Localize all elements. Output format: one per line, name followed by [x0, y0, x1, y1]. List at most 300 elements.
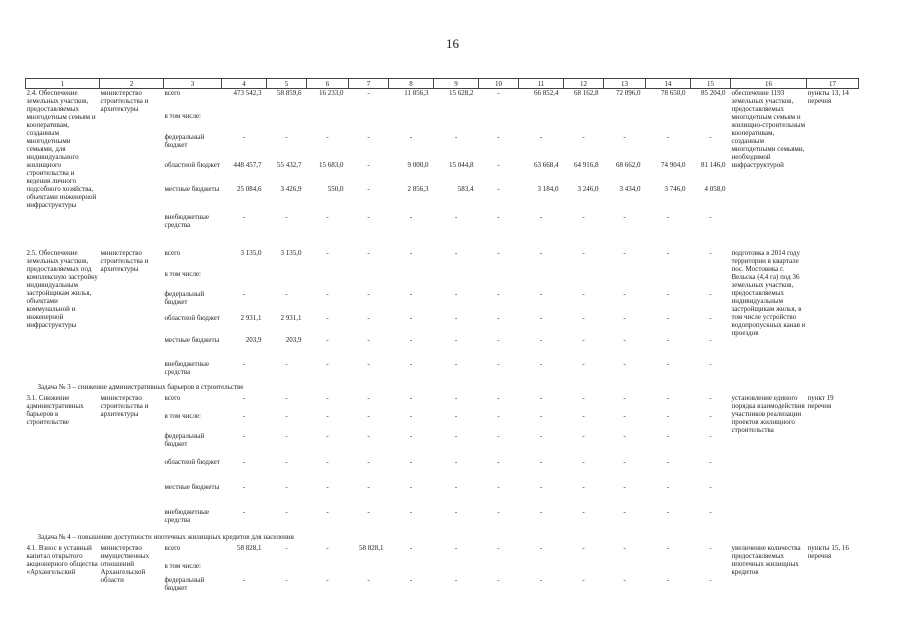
value-cell — [267, 112, 307, 133]
value-cell: - — [367, 160, 370, 169]
value-cell — [307, 562, 349, 576]
value-cell: - — [409, 431, 413, 440]
value-cell: - — [285, 575, 288, 584]
value-cell: - — [623, 359, 626, 368]
value-cell: - — [497, 248, 500, 257]
value-cell: - — [326, 507, 329, 516]
value-cell — [349, 270, 389, 290]
value-cell: - — [582, 313, 585, 322]
program-table — [25, 78, 859, 600]
value-cell: 2 931,1 — [240, 313, 262, 322]
value-cell: - — [285, 212, 288, 221]
reference: пункт 19 перечня — [807, 393, 834, 410]
value-cell — [519, 270, 564, 290]
column-number: 1 — [26, 79, 100, 89]
executor: министерство строительства и архитектуры — [100, 248, 149, 273]
value-cell — [604, 270, 646, 290]
value-cell: - — [666, 393, 670, 402]
value-cell — [646, 112, 691, 133]
executor: министерство строительства и архитектуры — [100, 89, 149, 113]
value-cell: 3 184,0 — [537, 184, 559, 193]
value-cell: - — [539, 457, 543, 466]
value-cell: - — [497, 575, 500, 584]
value-cell: - — [409, 482, 413, 491]
column-number: 10 — [479, 79, 519, 89]
value-cell: - — [497, 89, 500, 97]
value-cell: - — [582, 431, 585, 440]
activity-name: 4.1. Взнос в уставный капитал открытого акционерного общества «Архангельский — [26, 543, 98, 576]
value-cell: - — [539, 132, 543, 141]
value-cell: - — [709, 411, 712, 420]
value-cell: - — [454, 393, 458, 402]
value-cell: - — [623, 507, 626, 516]
value-cell: - — [326, 575, 329, 584]
value-cell: - — [326, 313, 329, 322]
funding-source: федеральный бюджет — [164, 575, 205, 592]
table-row — [26, 544, 859, 562]
value-cell: - — [409, 543, 413, 552]
value-cell: - — [539, 507, 543, 516]
funding-source: областной бюджет — [164, 160, 220, 169]
value-cell: - — [709, 248, 712, 257]
task-row — [26, 530, 859, 544]
value-cell: - — [666, 313, 670, 322]
value-cell: - — [367, 335, 370, 344]
value-cell: - — [497, 132, 500, 141]
value-cell — [389, 112, 434, 133]
column-number: 15 — [691, 79, 731, 89]
value-cell — [691, 112, 731, 133]
value-cell: - — [326, 132, 329, 141]
activity-name: 2.4. Обеспечение земельных участков, предоставляемых многодетным семьям и кооперативам, созданным многодетными семьями, для индивидуального жилищного строительства и ведения личного подсобного хозяйства, объектами инженерной инфраструктуры — [26, 89, 97, 209]
column-number: 6 — [307, 79, 349, 89]
value-cell: - — [326, 457, 329, 466]
funding-source: в том числе: — [164, 269, 201, 278]
expected-result: обеспечение 1193 земельных участков, предоставляемых многодетным семьям и жилищно-строительным кооперативам, созданным многодетными семьями, необходимой инфраструктурой — [731, 89, 806, 169]
value-cell: - — [285, 411, 288, 420]
value-cell: - — [623, 289, 626, 298]
column-number: 16 — [731, 79, 807, 89]
activity-name: 2.5. Обеспечение земельных участков, предоставляемых под комплексную застройку индивидуальным застройщикам жилья, объектами коммунальной и инженерной инфраструктуры — [26, 248, 98, 329]
reference: пункты 13, 14 перечня — [807, 89, 849, 105]
reference — [807, 249, 859, 380]
value-cell: - — [623, 482, 626, 491]
value-cell — [604, 112, 646, 133]
value-cell: - — [709, 431, 712, 440]
value-cell: - — [666, 289, 670, 298]
funding-source: местные бюджеты — [164, 335, 220, 344]
value-cell — [519, 112, 564, 133]
value-cell: - — [409, 411, 413, 420]
value-cell: - — [409, 457, 413, 466]
column-number: 4 — [222, 79, 267, 89]
value-cell: - — [242, 132, 246, 141]
value-cell: - — [409, 289, 413, 298]
value-cell: - — [454, 248, 458, 257]
value-cell: - — [367, 89, 370, 97]
funding-source: местные бюджеты — [164, 184, 220, 193]
value-cell: - — [242, 507, 246, 516]
value-cell: - — [285, 132, 288, 141]
value-cell: - — [623, 393, 626, 402]
value-cell: - — [454, 575, 458, 584]
value-cell: - — [497, 482, 500, 491]
value-cell: - — [454, 212, 458, 221]
value-cell: - — [709, 457, 712, 466]
value-cell — [519, 562, 564, 576]
value-cell: - — [709, 543, 712, 552]
funding-source: местные бюджеты — [164, 482, 220, 491]
value-cell: - — [539, 575, 543, 584]
table-row — [26, 394, 859, 412]
value-cell: - — [539, 431, 543, 440]
funding-source: внебюджетные средства — [164, 359, 210, 376]
column-number: 11 — [519, 79, 564, 89]
value-cell: - — [539, 482, 543, 491]
value-cell: 78 650,0 — [661, 89, 686, 97]
page-number: 16 — [446, 36, 459, 51]
value-cell — [389, 562, 434, 576]
reference: пункты 15, 16 перечня — [807, 543, 849, 560]
value-cell: - — [709, 393, 712, 402]
column-number: 12 — [564, 79, 604, 89]
value-cell: - — [666, 132, 670, 141]
value-cell: - — [582, 289, 585, 298]
value-cell: - — [367, 313, 370, 322]
value-cell: 550,0 — [327, 184, 344, 193]
funding-source: всего — [164, 543, 181, 552]
value-cell: 3 434,0 — [619, 184, 641, 193]
value-cell: - — [709, 482, 712, 491]
task-row — [26, 380, 859, 394]
column-number-row — [26, 79, 859, 89]
value-cell: - — [497, 212, 500, 221]
value-cell: 58 859,6 — [277, 89, 302, 97]
table-row — [26, 249, 859, 270]
value-cell: 58 828,1 — [359, 543, 384, 552]
expected-result: подготовка в 2014 году территории в квартале пос. Мостовика г. Вельска (4,4 га) под 36 земельных участков, предоставляемых индивидуальным застройщикам жилья, в том числе устройство водопропускных канав и проездов — [731, 248, 806, 337]
value-cell: - — [709, 359, 712, 368]
value-cell: - — [367, 248, 370, 257]
column-number: 13 — [604, 79, 646, 89]
value-cell: - — [709, 132, 712, 141]
value-cell: - — [367, 393, 370, 402]
value-cell: - — [326, 543, 329, 552]
value-cell: - — [497, 313, 500, 322]
value-cell: - — [326, 482, 329, 491]
value-cell — [479, 270, 519, 290]
value-cell: 203,9 — [245, 335, 262, 344]
value-cell: - — [454, 359, 458, 368]
value-cell: - — [326, 393, 329, 402]
value-cell: - — [326, 335, 329, 344]
value-cell — [691, 562, 731, 576]
value-cell: 85 204,0 — [701, 89, 726, 97]
value-cell: - — [367, 289, 370, 298]
value-cell: 2 931,1 — [280, 313, 302, 322]
value-cell — [307, 270, 349, 290]
value-cell: - — [623, 212, 626, 221]
value-cell: - — [409, 575, 413, 584]
value-cell: - — [582, 411, 585, 420]
value-cell — [349, 112, 389, 133]
value-cell: - — [326, 359, 329, 368]
value-cell: - — [497, 411, 500, 420]
value-cell: - — [666, 543, 670, 552]
value-cell — [479, 562, 519, 576]
value-cell: - — [454, 335, 458, 344]
value-cell: - — [409, 359, 413, 368]
value-cell: 66 852,4 — [534, 89, 559, 97]
value-cell: - — [409, 248, 413, 257]
column-number: 5 — [267, 79, 307, 89]
value-cell: - — [497, 289, 500, 298]
value-cell: - — [242, 457, 246, 466]
value-cell: - — [709, 212, 712, 221]
value-cell: - — [582, 482, 585, 491]
value-cell: - — [454, 431, 458, 440]
value-cell: - — [367, 431, 370, 440]
value-cell — [222, 112, 267, 133]
funding-source: всего — [164, 393, 181, 402]
funding-source: всего — [164, 89, 181, 97]
value-cell: - — [242, 212, 246, 221]
value-cell: - — [497, 335, 500, 344]
value-cell: - — [666, 335, 670, 344]
task-title: Задача № 4 – повышение доступности ипотечных жилищных кредитов для населения — [37, 532, 294, 541]
value-cell: - — [285, 482, 288, 491]
value-cell: - — [623, 431, 626, 440]
funding-source: в том числе: — [164, 411, 201, 420]
value-cell — [434, 270, 479, 290]
value-cell: - — [623, 335, 626, 344]
value-cell: - — [539, 411, 543, 420]
value-cell: 58 828,1 — [237, 543, 262, 552]
funding-source: областной бюджет — [164, 457, 220, 466]
value-cell: - — [666, 507, 670, 516]
value-cell: - — [709, 313, 712, 322]
funding-source: федеральный бюджет — [164, 431, 205, 448]
value-cell: - — [367, 212, 370, 221]
value-cell: - — [409, 313, 413, 322]
value-cell: 72 096,0 — [616, 89, 641, 97]
value-cell: - — [367, 359, 370, 368]
value-cell: - — [582, 248, 585, 257]
value-cell — [646, 562, 691, 576]
funding-source: федеральный бюджет — [164, 132, 205, 149]
value-cell: - — [242, 482, 246, 491]
value-cell: - — [285, 359, 288, 368]
value-cell: - — [367, 575, 370, 584]
value-cell: - — [709, 335, 712, 344]
value-cell: - — [582, 543, 585, 552]
expected-result: увеличение количества предоставляемых ипотечных жилищных кредитов — [731, 543, 801, 576]
value-cell — [434, 112, 479, 133]
value-cell — [349, 562, 389, 576]
value-cell: - — [242, 289, 246, 298]
column-number: 2 — [100, 79, 164, 89]
value-cell: - — [709, 575, 712, 584]
value-cell: 203,9 — [285, 335, 302, 344]
value-cell: - — [623, 411, 626, 420]
value-cell: - — [454, 411, 458, 420]
value-cell: - — [539, 393, 543, 402]
value-cell: - — [539, 289, 543, 298]
table-row — [26, 89, 859, 112]
value-cell: - — [539, 543, 543, 552]
value-cell: 3 135,0 — [240, 248, 262, 257]
value-cell — [479, 112, 519, 133]
value-cell: - — [539, 359, 543, 368]
value-cell: - — [582, 132, 585, 141]
value-cell: - — [454, 457, 458, 466]
value-cell: 3 746,0 — [664, 184, 686, 193]
value-cell: - — [539, 335, 543, 344]
expected-result: установление единого порядка взаимодействия участников реализации проектов жилищного строительства — [731, 393, 805, 434]
value-cell — [307, 112, 349, 133]
value-cell: 3 426,9 — [280, 184, 302, 193]
value-cell: 448 457,7 — [233, 160, 262, 169]
value-cell: - — [582, 575, 585, 584]
value-cell: - — [409, 393, 413, 402]
value-cell: - — [326, 212, 329, 221]
executor: министерство строительства и архитектуры — [100, 393, 149, 418]
value-cell: - — [539, 212, 543, 221]
value-cell: - — [709, 289, 712, 298]
value-cell: - — [666, 457, 670, 466]
funding-source: областной бюджет — [164, 313, 220, 322]
value-cell: 15 044,8 — [449, 160, 474, 169]
column-number: 14 — [646, 79, 691, 89]
value-cell: 64 916,8 — [574, 160, 599, 169]
value-cell — [222, 270, 267, 290]
value-cell: - — [454, 132, 458, 141]
value-cell: - — [367, 507, 370, 516]
value-cell: - — [623, 575, 626, 584]
value-cell — [564, 112, 604, 133]
value-cell — [267, 270, 307, 290]
value-cell: - — [666, 575, 670, 584]
value-cell: - — [709, 507, 712, 516]
value-cell: - — [666, 212, 670, 221]
value-cell: - — [623, 313, 626, 322]
value-cell: - — [497, 507, 500, 516]
value-cell: 55 432,7 — [277, 160, 302, 169]
value-cell: - — [623, 132, 626, 141]
value-cell: - — [582, 335, 585, 344]
value-cell: - — [539, 248, 543, 257]
value-cell: - — [242, 575, 246, 584]
value-cell: - — [623, 248, 626, 257]
value-cell: - — [497, 359, 500, 368]
value-cell: - — [326, 248, 329, 257]
value-cell: - — [285, 543, 288, 552]
value-cell: - — [326, 289, 329, 298]
value-cell — [222, 562, 267, 576]
value-cell: - — [285, 457, 288, 466]
value-cell: - — [242, 411, 246, 420]
value-cell: - — [242, 393, 246, 402]
value-cell: - — [285, 431, 288, 440]
value-cell: - — [285, 393, 288, 402]
value-cell: - — [582, 507, 585, 516]
value-cell: - — [497, 543, 500, 552]
value-cell: - — [666, 482, 670, 491]
value-cell: - — [454, 289, 458, 298]
value-cell: - — [367, 184, 370, 193]
value-cell: 3 135,0 — [280, 248, 302, 257]
value-cell — [564, 270, 604, 290]
value-cell: - — [409, 507, 413, 516]
value-cell: 3 246,0 — [577, 184, 599, 193]
value-cell: 583,4 — [457, 184, 474, 193]
value-cell: - — [367, 132, 370, 141]
value-cell: - — [367, 482, 370, 491]
value-cell: - — [666, 411, 670, 420]
value-cell: - — [367, 411, 370, 420]
value-cell: - — [326, 411, 329, 420]
value-cell: - — [454, 482, 458, 491]
value-cell: 25 084,6 — [237, 184, 262, 193]
column-number: 7 — [349, 79, 389, 89]
value-cell: - — [367, 457, 370, 466]
value-cell — [604, 562, 646, 576]
value-cell: - — [623, 457, 626, 466]
column-number: 17 — [807, 79, 859, 89]
value-cell: - — [497, 393, 500, 402]
value-cell: - — [409, 132, 413, 141]
value-cell: - — [666, 431, 670, 440]
value-cell: - — [497, 184, 500, 193]
value-cell: - — [582, 359, 585, 368]
value-cell — [267, 562, 307, 576]
value-cell: - — [539, 313, 543, 322]
executor: министерство имущественных отношений Архангельской области — [100, 543, 150, 584]
value-cell: - — [454, 507, 458, 516]
funding-source: внебюджетные средства — [164, 507, 210, 524]
value-cell — [646, 270, 691, 290]
value-cell: 473 542,3 — [233, 89, 262, 97]
value-cell: 68 662,0 — [616, 160, 641, 169]
value-cell: - — [582, 393, 585, 402]
value-cell: - — [497, 160, 500, 169]
column-number: 9 — [434, 79, 479, 89]
value-cell: - — [582, 212, 585, 221]
value-cell: 9 000,0 — [407, 160, 429, 169]
value-cell — [389, 270, 434, 290]
value-cell: 74 904,0 — [661, 160, 686, 169]
activity-name: 3.1. Снижение административных барьеров в строительстве — [26, 393, 84, 426]
value-cell: 15 628,2 — [449, 89, 474, 97]
value-cell: - — [454, 543, 458, 552]
value-cell — [564, 562, 604, 576]
column-number: 8 — [389, 79, 434, 89]
funding-source: в том числе: — [164, 111, 201, 120]
value-cell: - — [666, 359, 670, 368]
value-cell: - — [623, 543, 626, 552]
value-cell: 11 856,3 — [404, 89, 429, 97]
value-cell: - — [666, 248, 670, 257]
value-cell: - — [242, 431, 246, 440]
funding-source: в том числе: — [164, 561, 201, 570]
funding-source: всего — [164, 248, 181, 257]
value-cell: 15 683,0 — [319, 160, 344, 169]
value-cell: - — [409, 212, 413, 221]
funding-source: внебюджетные средства — [164, 212, 210, 229]
value-cell: - — [326, 431, 329, 440]
value-cell: - — [285, 507, 288, 516]
value-cell: 4 058,0 — [704, 184, 726, 193]
